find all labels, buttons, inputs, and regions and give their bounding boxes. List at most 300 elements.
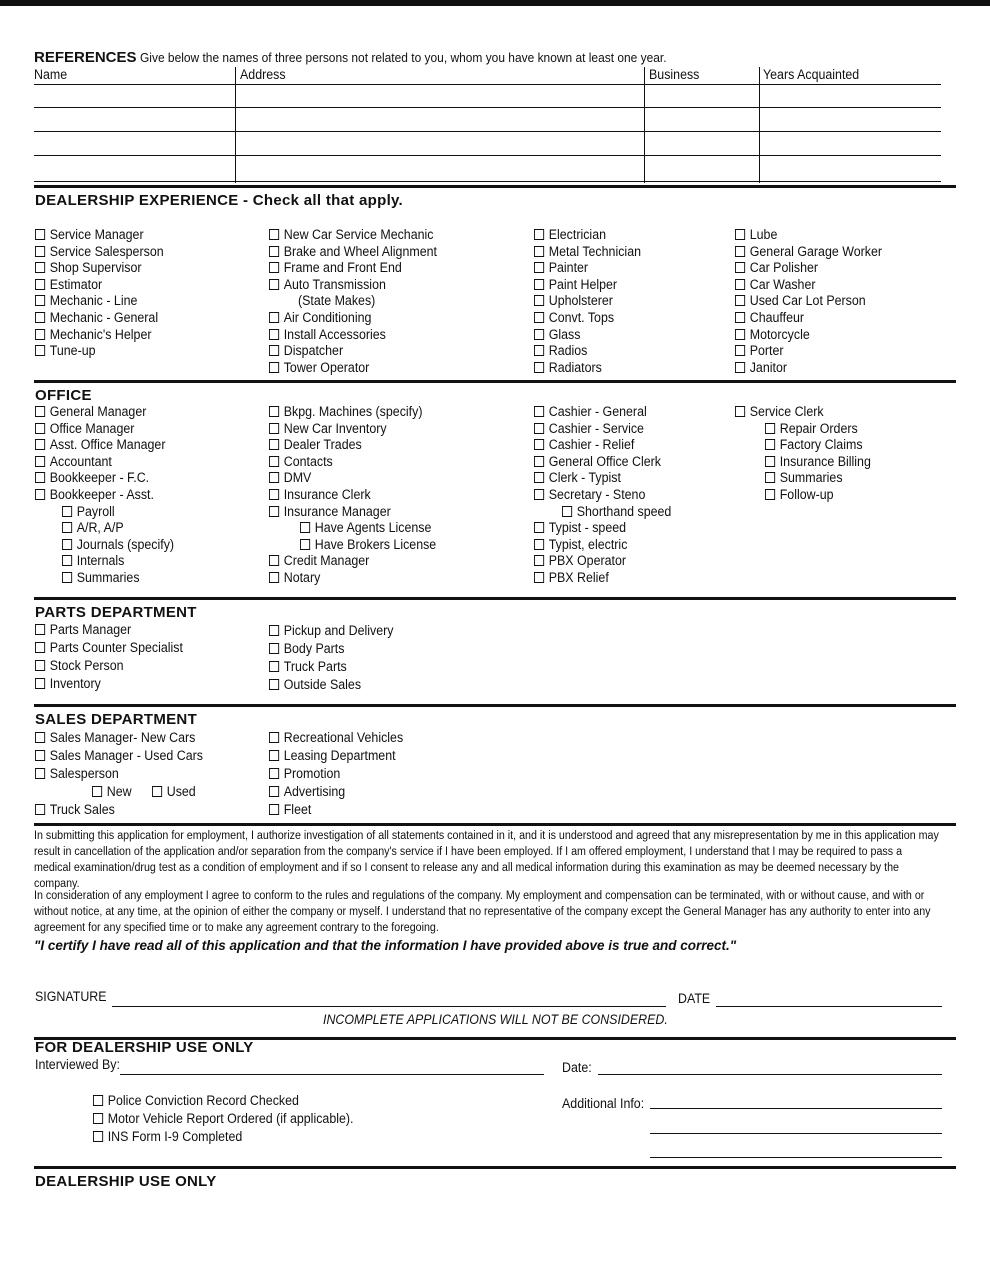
checkbox-install-accessories[interactable] xyxy=(269,327,386,343)
checkbox-box[interactable] xyxy=(534,522,544,533)
checkbox-label: Credit Manager xyxy=(283,553,370,569)
checkbox-box[interactable] xyxy=(35,262,45,273)
checkbox-service-manager[interactable] xyxy=(35,227,144,243)
checkbox-notary[interactable] xyxy=(269,570,320,586)
checkbox-label: Bkpg. Machines (specify) xyxy=(283,404,423,419)
checkbox-auto-transmission[interactable] xyxy=(269,277,386,293)
checkbox-convt-tops[interactable] xyxy=(534,310,614,326)
checkbox-office-manager[interactable] xyxy=(35,421,134,437)
checkbox-label: Dispatcher xyxy=(283,343,344,359)
checkbox-label: Auto Transmission xyxy=(283,276,386,292)
checkbox-label: Truck Sales xyxy=(49,802,115,817)
checkbox-dispatcher[interactable] xyxy=(269,343,343,359)
checkbox-radiators[interactable] xyxy=(534,360,602,376)
checkbox-label: Summaries xyxy=(779,470,843,486)
checkbox-box[interactable] xyxy=(534,456,544,467)
checkbox-box[interactable] xyxy=(35,345,45,356)
checkbox-label: Shorthand speed xyxy=(576,503,672,519)
checkbox-label: Pickup and Delivery xyxy=(283,623,394,638)
checkbox-box[interactable] xyxy=(765,439,775,450)
checkbox-box[interactable] xyxy=(269,679,279,690)
checkbox-label: Fleet xyxy=(283,802,312,817)
checkbox-cashier-service[interactable] xyxy=(534,421,644,437)
checkbox-label: Repair Orders xyxy=(779,420,858,436)
checkbox-general-office-clerk[interactable] xyxy=(534,454,661,470)
checkbox-box[interactable] xyxy=(735,312,745,323)
checkbox-box[interactable] xyxy=(534,406,544,417)
checkbox-label: Factory Claims xyxy=(779,437,863,453)
checkbox-asst-office-manager[interactable] xyxy=(35,437,165,453)
checkbox-lube[interactable] xyxy=(735,227,777,243)
checkbox-police-conviction-record-checked[interactable] xyxy=(93,1093,299,1109)
ref-row-line[interactable] xyxy=(34,181,941,182)
checkbox-box[interactable] xyxy=(62,506,72,517)
checkbox-payroll[interactable] xyxy=(62,504,115,520)
additional-info-line[interactable] xyxy=(650,1133,942,1134)
checkbox-label: Motor Vehicle Report Ordered (if applicable). xyxy=(107,1111,354,1126)
checkbox-box[interactable] xyxy=(765,423,775,434)
checkbox-label: Salesperson xyxy=(49,766,119,781)
checkbox-label: Used Car Lot Person xyxy=(749,293,866,309)
checkbox-radios[interactable] xyxy=(534,343,587,359)
employment-terms-paragraph: In consideration of any employment I agree to conform to the rules and regulations of the company. My employment and compensation can be terminated, with or without cause, and with or without notice, at any time, at the opinion of either the company or myself. I understand that no representative of the company except the General Manager has any authority to enter into any agreement for any specified time or to make any agreement contrary to the foregoing. xyxy=(34,890,931,934)
checkbox-label: Painter xyxy=(548,260,589,276)
checkbox-box[interactable] xyxy=(35,279,45,290)
checkbox-box[interactable] xyxy=(765,489,775,500)
checkbox-box[interactable] xyxy=(269,229,279,240)
checkbox-label: Parts Counter Specialist xyxy=(49,640,183,655)
checkbox-mechanic-line[interactable] xyxy=(35,293,137,309)
signature-label: SIGNATURE xyxy=(35,989,107,1004)
ref-row-line[interactable] xyxy=(34,155,941,156)
certification-statement: "I certify I have read all of this application and that the information I have provided above is true and correct." xyxy=(34,938,737,953)
checkbox-label: Cashier - Relief xyxy=(548,437,635,453)
checkbox-label: INS Form I-9 Completed xyxy=(107,1129,243,1144)
checkbox-label: Service Salesperson xyxy=(49,243,164,259)
checkbox-label: Brake and Wheel Alignment xyxy=(283,243,438,259)
checkbox-pickup-and-delivery[interactable] xyxy=(269,623,393,639)
checkbox-body-parts[interactable] xyxy=(269,641,344,657)
checkbox-label: Porter xyxy=(749,343,784,359)
checkbox-label: Recreational Vehicles xyxy=(283,730,404,745)
checkbox-box[interactable] xyxy=(269,489,279,500)
checkbox-label: Outside Sales xyxy=(283,677,362,692)
checkbox-label: Inventory xyxy=(49,676,101,691)
checkbox-box[interactable] xyxy=(269,246,279,257)
section-rule xyxy=(34,1166,956,1169)
ref-col-years: Years Acquainted xyxy=(763,67,860,82)
checkbox-box[interactable] xyxy=(534,362,544,373)
scan-top-edge xyxy=(0,0,990,6)
checkbox-box[interactable] xyxy=(735,246,745,257)
checkbox-label: Stock Person xyxy=(49,658,124,673)
checkbox-label: Electrician xyxy=(548,227,607,242)
checkbox-shop-supervisor[interactable] xyxy=(35,260,142,276)
checkbox-label: Janitor xyxy=(749,359,788,375)
ref-row-line[interactable] xyxy=(34,107,941,108)
checkbox-box[interactable] xyxy=(62,572,72,583)
signature-date-line[interactable] xyxy=(716,1006,942,1007)
checkbox-label: Dealer Trades xyxy=(283,437,362,453)
checkbox-box[interactable] xyxy=(269,456,279,467)
checkbox-box[interactable] xyxy=(269,804,279,815)
checkbox-box[interactable] xyxy=(534,262,544,273)
checkbox-salesperson[interactable] xyxy=(35,766,119,782)
checkbox-paint-helper[interactable] xyxy=(534,277,617,293)
checkbox-car-polisher[interactable] xyxy=(735,260,818,276)
checkbox-label: Typist - speed xyxy=(548,520,627,536)
checkbox-box[interactable] xyxy=(269,643,279,654)
checkbox-insurance-manager[interactable] xyxy=(269,504,391,520)
checkbox-label: Sales Manager - Used Cars xyxy=(49,748,203,763)
checkbox-label: New Car Service Mechanic xyxy=(283,227,434,242)
checkbox-electrician[interactable] xyxy=(534,227,606,243)
checkbox-follow-up[interactable] xyxy=(765,487,834,503)
checkbox-label: Tower Operator xyxy=(283,359,370,375)
checkbox-box[interactable] xyxy=(269,732,279,743)
references-instruction: Give below the names of three persons not related to you, whom you have known at least one year. xyxy=(140,50,667,65)
checkbox-used-car-lot-person[interactable] xyxy=(735,293,866,309)
checkbox-box[interactable] xyxy=(93,1113,103,1124)
checkbox-box[interactable] xyxy=(269,506,279,517)
checkbox-box[interactable] xyxy=(269,423,279,434)
checkbox-summaries[interactable] xyxy=(62,570,140,586)
checkbox-box[interactable] xyxy=(765,456,775,467)
checkbox-dmv[interactable] xyxy=(269,470,311,486)
checkbox-parts-counter-specialist[interactable] xyxy=(35,640,183,656)
checkbox-box[interactable] xyxy=(269,572,279,583)
checkbox-box[interactable] xyxy=(35,732,45,743)
checkbox-credit-manager[interactable] xyxy=(269,553,369,569)
checkbox-box[interactable] xyxy=(735,279,745,290)
checkbox-box[interactable] xyxy=(534,229,544,240)
checkbox-a-r-a-p[interactable] xyxy=(62,520,124,536)
checkbox-journals-specify[interactable] xyxy=(62,537,174,553)
checkbox-box[interactable] xyxy=(269,768,279,779)
checkbox-box[interactable] xyxy=(92,786,102,797)
authorization-paragraph: In submitting this application for employment, I authorize investigation of all statements contained in it, and it is understood and agreed that any misrepresentation by me in this application may result in cancellation of the application and/or separation from the company's service if I have been employed. If I am offered employment, I understand that I may be required to pass a medical examination/drug test as a condition of employment and if so I consent to release any and all medical information during this examination as may be deemed necessary by the company. xyxy=(34,830,939,890)
checkbox-label: Insurance Manager xyxy=(283,503,391,519)
checkbox-metal-technician[interactable] xyxy=(534,244,641,260)
checkbox-box[interactable] xyxy=(93,1095,103,1106)
checkbox-label: Have Agents License xyxy=(314,520,432,536)
checkbox-truck-parts[interactable] xyxy=(269,659,347,675)
checkbox-box[interactable] xyxy=(35,423,45,434)
checkbox-box[interactable] xyxy=(300,539,310,550)
checkbox-box[interactable] xyxy=(269,750,279,761)
checkbox-motorcycle[interactable] xyxy=(735,327,810,343)
checkbox-box[interactable] xyxy=(765,472,775,483)
office-title: OFFICE xyxy=(35,387,92,404)
checkbox-recreational-vehicles[interactable] xyxy=(269,730,403,746)
checkbox-service-clerk[interactable] xyxy=(735,404,824,420)
checkbox-repair-orders[interactable] xyxy=(765,421,858,437)
checkbox-box[interactable] xyxy=(35,229,45,240)
checkbox-leasing-department[interactable] xyxy=(269,748,396,764)
checkbox-box[interactable] xyxy=(35,329,45,340)
checkbox-label: Journals (specify) xyxy=(76,536,175,552)
checkbox-have-brokers-license[interactable] xyxy=(300,537,436,553)
incomplete-applications-note: INCOMPLETE APPLICATIONS WILL NOT BE CONSIDERED. xyxy=(323,1012,668,1027)
checkbox-box[interactable] xyxy=(35,660,45,671)
checkbox-box[interactable] xyxy=(62,555,72,566)
checkbox-new[interactable] xyxy=(92,784,132,800)
checkbox-label: Air Conditioning xyxy=(283,310,372,325)
checkbox-internals[interactable] xyxy=(62,553,124,569)
checkbox-new-car-service-mechanic[interactable] xyxy=(269,227,434,243)
checkbox-have-agents-license[interactable] xyxy=(300,520,431,536)
checkbox-tune-up[interactable] xyxy=(35,343,96,359)
checkbox-box[interactable] xyxy=(269,262,279,273)
checkbox-car-washer[interactable] xyxy=(735,277,816,293)
checkbox-box[interactable] xyxy=(35,678,45,689)
checkbox-label: Radiators xyxy=(548,359,602,375)
checkbox-box[interactable] xyxy=(562,506,572,517)
checkbox-label: Body Parts xyxy=(283,641,345,656)
checkbox-label: PBX Operator xyxy=(548,553,627,569)
checkbox-box[interactable] xyxy=(269,439,279,450)
checkbox-box[interactable] xyxy=(534,329,544,340)
checkbox-label: Radios xyxy=(548,343,588,359)
checkbox-box[interactable] xyxy=(35,312,45,323)
checkbox-typist-electric[interactable] xyxy=(534,537,627,553)
checkbox-label: Parts Manager xyxy=(49,622,132,637)
checkbox-label: Asst. Office Manager xyxy=(49,437,166,453)
checkbox-secretary-steno[interactable] xyxy=(534,487,645,503)
checkbox-label: General Manager xyxy=(49,404,147,419)
checkbox-box[interactable] xyxy=(35,804,45,815)
checkbox-box[interactable] xyxy=(735,345,745,356)
checkbox-box[interactable] xyxy=(534,539,544,550)
checkbox-brake-and-wheel-alignment[interactable] xyxy=(269,244,437,260)
checkbox-label: Car Washer xyxy=(749,276,816,292)
checkbox-label: Notary xyxy=(283,570,321,585)
checkbox-label: Bookkeeper - F.C. xyxy=(49,470,150,486)
checkbox-box[interactable] xyxy=(534,423,544,434)
checkbox-estimator[interactable] xyxy=(35,277,102,293)
checkbox-label: Police Conviction Record Checked xyxy=(107,1093,299,1108)
checkbox-box[interactable] xyxy=(534,345,544,356)
checkbox-box[interactable] xyxy=(735,295,745,306)
checkbox-label: Tune-up xyxy=(49,343,96,359)
checkbox-box[interactable] xyxy=(735,262,745,273)
checkbox-box[interactable] xyxy=(269,362,279,373)
dealership-experience-title: DEALERSHIP EXPERIENCE - Check all that apply. xyxy=(35,192,404,209)
interview-date-label: Date: xyxy=(562,1060,592,1075)
checkbox-box[interactable] xyxy=(35,768,45,779)
checkbox-box[interactable] xyxy=(735,406,745,417)
checkbox-box[interactable] xyxy=(735,329,745,340)
checkbox-bookkeeper-f-c[interactable] xyxy=(35,470,149,486)
checkbox-air-conditioning[interactable] xyxy=(269,310,371,326)
checkbox-box[interactable] xyxy=(35,406,45,417)
checkbox-label: Car Polisher xyxy=(749,260,819,276)
checkbox-mechanic-s-helper[interactable] xyxy=(35,327,151,343)
checkbox-contacts[interactable] xyxy=(269,454,333,470)
checkbox-ins-form-i-9-completed[interactable] xyxy=(93,1129,242,1145)
checkbox-shorthand-speed[interactable] xyxy=(562,504,671,520)
ref-col-address: Address xyxy=(240,67,286,82)
checkbox-box[interactable] xyxy=(534,312,544,323)
checkbox-pbx-relief[interactable] xyxy=(534,570,609,586)
checkbox-box[interactable] xyxy=(269,661,279,672)
checkbox-box[interactable] xyxy=(534,295,544,306)
checkbox-label: New xyxy=(106,784,132,799)
checkbox-janitor[interactable] xyxy=(735,360,787,376)
interviewed-by-line[interactable] xyxy=(120,1074,544,1075)
checkbox-box[interactable] xyxy=(35,472,45,483)
checkbox-label: Contacts xyxy=(283,453,333,469)
interview-date-line[interactable] xyxy=(598,1074,942,1075)
checkbox-summaries[interactable] xyxy=(765,470,843,486)
checkbox-fleet[interactable] xyxy=(269,802,311,818)
checkbox-cashier-general[interactable] xyxy=(534,404,647,420)
section-rule xyxy=(34,185,956,188)
checkbox-box[interactable] xyxy=(534,472,544,483)
checkbox-parts-manager[interactable] xyxy=(35,622,131,638)
checkbox-insurance-billing[interactable] xyxy=(765,454,871,470)
checkbox-frame-and-front-end[interactable] xyxy=(269,260,402,276)
checkbox-service-salesperson[interactable] xyxy=(35,244,164,260)
checkbox-box[interactable] xyxy=(534,439,544,450)
checkbox-label: Used xyxy=(166,784,196,799)
ref-row-line xyxy=(34,84,941,85)
checkbox-box[interactable] xyxy=(269,406,279,417)
checkbox-accountant[interactable] xyxy=(35,454,112,470)
checkbox-label: Insurance Clerk xyxy=(283,487,371,502)
checkbox-box[interactable] xyxy=(735,362,745,373)
checkbox-box[interactable] xyxy=(269,625,279,636)
checkbox-label: Upholsterer xyxy=(548,293,613,309)
checkbox-box[interactable] xyxy=(35,642,45,653)
references-title: REFERENCES xyxy=(34,49,137,66)
checkbox-label: Metal Technician xyxy=(548,243,642,259)
checkbox-label: Estimator xyxy=(49,276,103,292)
signature-line[interactable] xyxy=(112,1006,666,1007)
checkbox-truck-sales[interactable] xyxy=(35,802,115,818)
checkbox-label: Insurance Billing xyxy=(779,453,871,469)
checkbox-box[interactable] xyxy=(269,279,279,290)
checkbox-promotion[interactable] xyxy=(269,766,340,782)
checkbox-cashier-relief[interactable] xyxy=(534,437,634,453)
additional-info-line[interactable] xyxy=(650,1108,942,1109)
checkbox-box[interactable] xyxy=(62,522,72,533)
checkbox-box[interactable] xyxy=(269,345,279,356)
interviewed-by-label: Interviewed By: xyxy=(35,1057,120,1072)
checkbox-box[interactable] xyxy=(35,456,45,467)
checkbox-mechanic-general[interactable] xyxy=(35,310,158,326)
checkbox-label: Service Manager xyxy=(49,227,144,242)
checkbox-box[interactable] xyxy=(534,246,544,257)
checkbox-new-car-inventory[interactable] xyxy=(269,421,387,437)
checkbox-dealer-trades[interactable] xyxy=(269,437,362,453)
checkbox-label: Service Clerk xyxy=(749,404,824,419)
checkbox-box[interactable] xyxy=(534,572,544,583)
checkbox-box[interactable] xyxy=(35,246,45,257)
checkbox-painter[interactable] xyxy=(534,260,588,276)
checkbox-label: Payroll xyxy=(76,503,115,519)
checkbox-box[interactable] xyxy=(35,624,45,635)
checkbox-box[interactable] xyxy=(93,1131,103,1142)
checkbox-motor-vehicle-report-ordered-if-applicable[interactable] xyxy=(93,1111,353,1127)
checkbox-label: Bookkeeper - Asst. xyxy=(49,487,154,502)
ref-row-line[interactable] xyxy=(34,131,941,132)
checkbox-box[interactable] xyxy=(735,229,745,240)
state-makes-note xyxy=(298,293,375,309)
checkbox-label: Typist, electric xyxy=(548,536,628,552)
checkbox-label: Mechanic - Line xyxy=(49,293,138,309)
section-rule xyxy=(34,704,956,707)
checkbox-box[interactable] xyxy=(534,279,544,290)
checkbox-factory-claims[interactable] xyxy=(765,437,863,453)
checkbox-used[interactable] xyxy=(152,784,196,800)
checkbox-box[interactable] xyxy=(269,555,279,566)
checkbox-box[interactable] xyxy=(534,555,544,566)
checkbox-general-manager[interactable] xyxy=(35,404,146,420)
checkbox-box[interactable] xyxy=(35,439,45,450)
checkbox-label: PBX Relief xyxy=(548,570,609,585)
checkbox-label: Install Accessories xyxy=(283,326,386,342)
checkbox-box[interactable] xyxy=(269,472,279,483)
checkbox-box[interactable] xyxy=(152,786,162,797)
checkbox-upholsterer[interactable] xyxy=(534,293,613,309)
checkbox-label: Mechanic - General xyxy=(49,310,159,325)
checkbox-label: DMV xyxy=(283,470,312,486)
checkbox-bookkeeper-asst[interactable] xyxy=(35,487,154,503)
checkbox-label: Leasing Department xyxy=(283,748,396,763)
checkbox-chauffeur[interactable] xyxy=(735,310,804,326)
checkbox-label: Lube xyxy=(749,227,778,242)
checkbox-label: Accountant xyxy=(49,453,112,469)
dealership-use-only-title: DEALERSHIP USE ONLY xyxy=(35,1173,217,1190)
checkbox-box[interactable] xyxy=(534,489,544,500)
checkbox-porter[interactable] xyxy=(735,343,784,359)
checkbox-general-garage-worker[interactable] xyxy=(735,244,882,260)
references-header xyxy=(34,49,713,66)
checkbox-box[interactable] xyxy=(269,312,279,323)
additional-info-line[interactable] xyxy=(650,1157,942,1158)
checkbox-label: Advertising xyxy=(283,784,346,799)
checkbox-outside-sales[interactable] xyxy=(269,677,361,693)
checkbox-pbx-operator[interactable] xyxy=(534,553,626,569)
checkbox-stock-person[interactable] xyxy=(35,658,124,674)
checkbox-box[interactable] xyxy=(300,522,310,533)
checkbox-clerk-typist[interactable] xyxy=(534,470,621,486)
checkbox-label: Convt. Tops xyxy=(548,310,615,325)
checkbox-sales-manager-used-cars[interactable] xyxy=(35,748,203,764)
checkbox-label: Paint Helper xyxy=(548,276,618,292)
checkbox-box[interactable] xyxy=(62,539,72,550)
checkbox-box[interactable] xyxy=(35,489,45,500)
checkbox-glass[interactable] xyxy=(534,327,580,343)
checkbox-label: General Office Clerk xyxy=(548,453,662,469)
checkbox-box[interactable] xyxy=(35,750,45,761)
checkbox-typist-speed[interactable] xyxy=(534,520,626,536)
checkbox-box[interactable] xyxy=(269,329,279,340)
checkbox-sales-manager-new-cars[interactable] xyxy=(35,730,195,746)
checkbox-label: A/R, A/P xyxy=(76,520,124,536)
checkbox-tower-operator[interactable] xyxy=(269,360,369,376)
checkbox-box[interactable] xyxy=(269,786,279,797)
checkbox-label: Frame and Front End xyxy=(283,260,402,276)
checkbox-bkpg-machines-specify[interactable] xyxy=(269,404,422,420)
checkbox-insurance-clerk[interactable] xyxy=(269,487,371,503)
checkbox-advertising[interactable] xyxy=(269,784,345,800)
checkbox-inventory[interactable] xyxy=(35,676,101,692)
checkbox-label: Truck Parts xyxy=(283,659,347,674)
checkbox-box[interactable] xyxy=(35,295,45,306)
for-dealership-use-title: FOR DEALERSHIP USE ONLY xyxy=(35,1039,254,1056)
